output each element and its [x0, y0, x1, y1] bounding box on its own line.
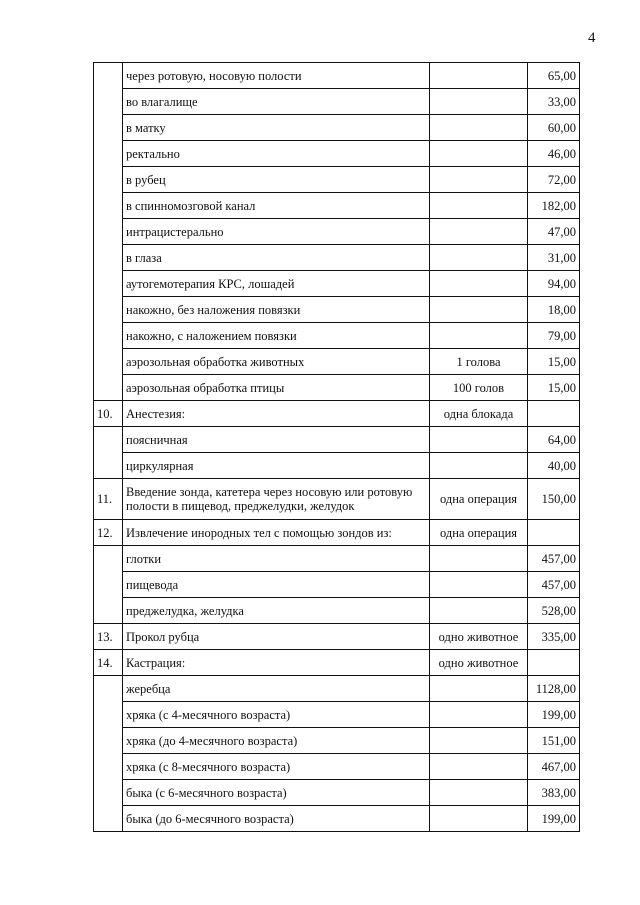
price-cell: 199,00: [528, 702, 580, 728]
service-name-cell: Анестезия:: [123, 401, 430, 427]
service-name-cell: в матку: [123, 115, 430, 141]
row-number-cell: 11.: [94, 479, 123, 520]
service-name-cell: хряка (с 4-месячного возраста): [123, 702, 430, 728]
service-name-cell: накожно, с наложением повязки: [123, 323, 430, 349]
unit-cell: [430, 598, 528, 624]
service-name-cell: в рубец: [123, 167, 430, 193]
price-cell: 182,00: [528, 193, 580, 219]
price-cell: [528, 401, 580, 427]
unit-cell: [430, 702, 528, 728]
unit-cell: [430, 572, 528, 598]
table-row: [94, 323, 580, 349]
price-cell: 335,00: [528, 624, 580, 650]
row-number-cell: 14.: [94, 650, 123, 676]
table-row: [94, 728, 580, 754]
unit-cell: [430, 323, 528, 349]
price-cell: 150,00: [528, 479, 580, 520]
row-number-cell: [94, 676, 123, 832]
unit-cell: [430, 427, 528, 453]
table-row: [94, 676, 580, 702]
table-row: [94, 453, 580, 479]
service-name-cell: Извлечение инородных тел с помощью зондов из:: [123, 520, 430, 546]
unit-cell: [430, 271, 528, 297]
row-number-cell: 10.: [94, 401, 123, 427]
unit-cell: одно животное: [430, 624, 528, 650]
price-cell: 457,00: [528, 546, 580, 572]
price-cell: 60,00: [528, 115, 580, 141]
service-name-cell: циркулярная: [123, 453, 430, 479]
price-cell: 64,00: [528, 427, 580, 453]
price-cell: 72,00: [528, 167, 580, 193]
price-cell: 94,00: [528, 271, 580, 297]
service-name-cell: хряка (с 8-месячного возраста): [123, 754, 430, 780]
service-name-cell: Введение зонда, катетера через носовую или ротовую полости в пищевод, преджелудки, желудок: [123, 479, 430, 520]
service-name-cell: хряка (до 4-месячного возраста): [123, 728, 430, 754]
table-row: [94, 297, 580, 323]
unit-cell: одна операция: [430, 520, 528, 546]
service-name-cell: в спинномозговой канал: [123, 193, 430, 219]
service-name-cell: аэрозольная обработка животных: [123, 349, 430, 375]
service-name-cell: Прокол рубца: [123, 624, 430, 650]
price-cell: 467,00: [528, 754, 580, 780]
price-cell: 457,00: [528, 572, 580, 598]
service-name-cell: преджелудка, желудка: [123, 598, 430, 624]
unit-cell: [430, 167, 528, 193]
price-cell: 1128,00: [528, 676, 580, 702]
table-row: [94, 546, 580, 572]
unit-cell: 100 голов: [430, 375, 528, 401]
table-row: [94, 401, 580, 427]
unit-cell: [430, 89, 528, 115]
table-row: [94, 520, 580, 546]
price-cell: [528, 520, 580, 546]
table-row: [94, 245, 580, 271]
unit-cell: одно животное: [430, 650, 528, 676]
price-cell: 79,00: [528, 323, 580, 349]
unit-cell: [430, 141, 528, 167]
table-row: [94, 375, 580, 401]
unit-cell: [430, 754, 528, 780]
price-cell: 31,00: [528, 245, 580, 271]
unit-cell: одна блокада: [430, 401, 528, 427]
row-number-cell: [94, 427, 123, 479]
table-row: [94, 115, 580, 141]
service-name-cell: интрацистерально: [123, 219, 430, 245]
service-name-cell: поясничная: [123, 427, 430, 453]
unit-cell: [430, 806, 528, 832]
unit-cell: [430, 676, 528, 702]
price-cell: [528, 650, 580, 676]
price-cell: 15,00: [528, 349, 580, 375]
service-name-cell: в глаза: [123, 245, 430, 271]
table-row: [94, 141, 580, 167]
price-cell: 33,00: [528, 89, 580, 115]
table-row: [94, 167, 580, 193]
table-row: [94, 63, 580, 89]
unit-cell: [430, 297, 528, 323]
service-name-cell: через ротовую, носовую полости: [123, 63, 430, 89]
unit-cell: [430, 780, 528, 806]
unit-cell: 1 голова: [430, 349, 528, 375]
table-row: [94, 479, 580, 520]
price-table: [93, 62, 580, 832]
table-row: [94, 427, 580, 453]
service-name-cell: жеребца: [123, 676, 430, 702]
row-number-cell: [94, 546, 123, 624]
price-cell: 18,00: [528, 297, 580, 323]
service-name-cell: аэрозольная обработка птицы: [123, 375, 430, 401]
price-cell: 65,00: [528, 63, 580, 89]
table-row: [94, 349, 580, 375]
unit-cell: [430, 453, 528, 479]
service-name-cell: Кастрация:: [123, 650, 430, 676]
table-row: [94, 271, 580, 297]
service-name-cell: ректально: [123, 141, 430, 167]
price-cell: 15,00: [528, 375, 580, 401]
page-number: 4: [588, 30, 596, 46]
service-name-cell: быка (до 6-месячного возраста): [123, 806, 430, 832]
unit-cell: [430, 245, 528, 271]
table-row: [94, 806, 580, 832]
unit-cell: [430, 546, 528, 572]
table-row: [94, 702, 580, 728]
service-name-cell: пищевода: [123, 572, 430, 598]
table-row: [94, 89, 580, 115]
price-cell: 40,00: [528, 453, 580, 479]
table-row: [94, 754, 580, 780]
price-cell: 199,00: [528, 806, 580, 832]
unit-cell: [430, 193, 528, 219]
price-cell: 383,00: [528, 780, 580, 806]
table-row: [94, 219, 580, 245]
table-row: [94, 650, 580, 676]
table-row: [94, 598, 580, 624]
unit-cell: одна операция: [430, 479, 528, 520]
table-row: [94, 624, 580, 650]
price-cell: 151,00: [528, 728, 580, 754]
price-cell: 47,00: [528, 219, 580, 245]
price-cell: 528,00: [528, 598, 580, 624]
unit-cell: [430, 728, 528, 754]
table-row: [94, 572, 580, 598]
service-name-cell: накожно, без наложения повязки: [123, 297, 430, 323]
service-name-cell: глотки: [123, 546, 430, 572]
unit-cell: [430, 219, 528, 245]
table-row: [94, 780, 580, 806]
unit-cell: [430, 115, 528, 141]
table-row: [94, 193, 580, 219]
row-number-cell: 13.: [94, 624, 123, 650]
row-number-cell: 12.: [94, 520, 123, 546]
service-name-cell: аутогемотерапия КРС, лошадей: [123, 271, 430, 297]
service-name-cell: быка (с 6-месячного возраста): [123, 780, 430, 806]
row-number-cell: [94, 63, 123, 401]
unit-cell: [430, 63, 528, 89]
service-name-cell: во влагалище: [123, 89, 430, 115]
price-cell: 46,00: [528, 141, 580, 167]
